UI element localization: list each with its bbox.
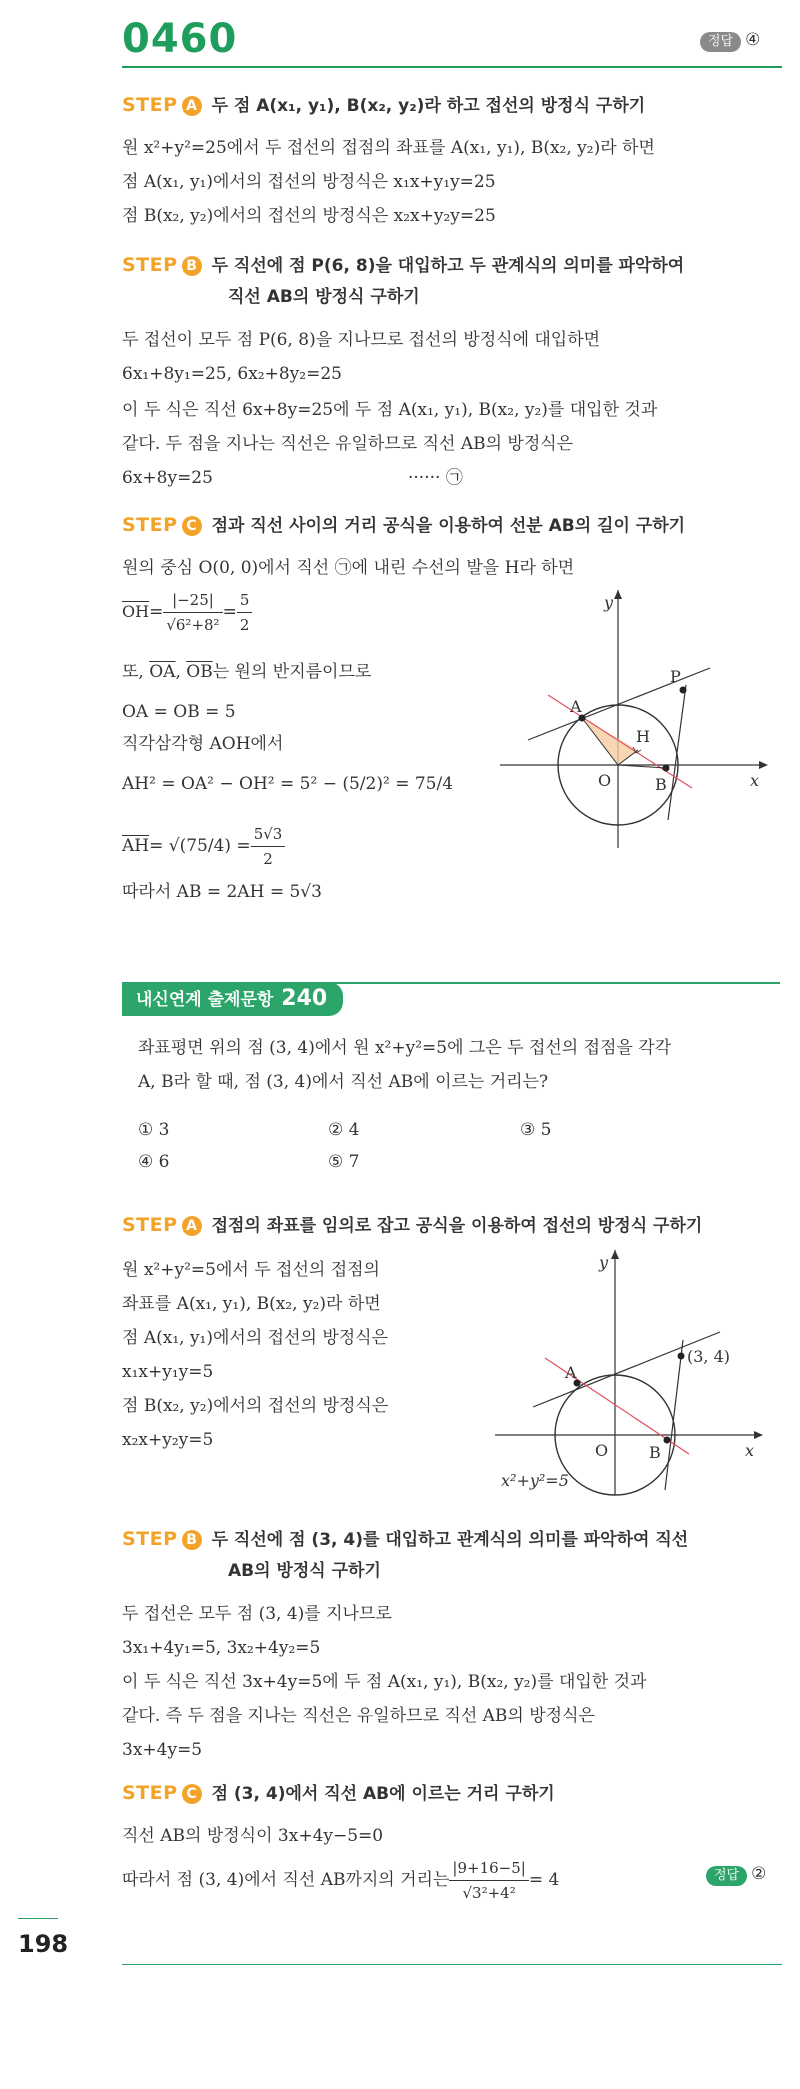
part2-step-a-line: 원 x²+y²=5에서 두 접선의 접점의 <box>122 1260 380 1280</box>
triangle-aoh <box>582 718 638 765</box>
part1-step-b-line: 두 접선이 모두 점 P(6, 8)을 지나므로 접선의 방정식에 대입하면 <box>122 330 601 350</box>
y-axis-arrow <box>611 1250 619 1259</box>
question-text: A, B라 할 때, 점 (3, 4)에서 직선 AB에 이르는 거리는? <box>138 1072 549 1092</box>
x-axis-arrow <box>759 761 768 769</box>
part2-step-b-line: 두 접선은 모두 점 (3, 4)를 지나므로 <box>122 1604 392 1624</box>
point-b-label: B <box>655 775 667 794</box>
choice-4[interactable]: ④ 6 <box>138 1152 170 1172</box>
x-axis-arrow <box>754 1431 763 1439</box>
point-a-label: A <box>570 697 582 716</box>
part1-step-c-line: OA = OB = 5 <box>122 702 236 722</box>
equation-tag: ······ ㉠ <box>408 468 463 488</box>
part2-step-a-line: 점 A(x₁, y₁)에서의 접선의 방정식은 <box>122 1328 389 1348</box>
answer-value: ② <box>751 1864 767 1884</box>
point-b <box>664 1437 671 1444</box>
footer-divider <box>122 1964 782 1965</box>
part2-step-a-line: 좌표를 A(x₁, y₁), B(x₂, y₂)라 하면 <box>122 1294 381 1314</box>
point-3-4-label: (3, 4) <box>687 1347 731 1366</box>
tangent-line-b <box>668 685 686 820</box>
part2-step-a-line: x₁x+y₁y=5 <box>122 1362 214 1382</box>
section-header <box>122 982 780 1016</box>
part2-step-b-line: 3x₁+4y₁=5, 3x₂+4y₂=5 <box>122 1638 321 1658</box>
part2-step-b-line: 이 두 식은 직선 3x+4y=5에 두 점 A(x₁, y₁), B(x₂, y₂)를 대입한 것과 <box>122 1672 647 1692</box>
tangent-diagram-1 <box>500 590 770 850</box>
choice-3[interactable]: ③ 5 <box>520 1120 552 1140</box>
origin-label: O <box>598 771 612 790</box>
y-label: y <box>604 593 614 612</box>
part2-step-b-heading-cont: AB의 방정식 구하기 <box>228 1561 381 1581</box>
part2-step-a-line: x₂x+y₂y=5 <box>122 1430 214 1450</box>
choice-5[interactable]: ⑤ 7 <box>328 1152 360 1172</box>
point-h-label: H <box>636 727 650 746</box>
choice-1[interactable]: ① 3 <box>138 1120 170 1140</box>
oh-formula: $\overline{OH}=$ $\frac{|-25|}{\text{√6²+8²}}$ = $\frac{5}{2}$ <box>122 588 252 637</box>
part1-step-b-heading-cont: 직선 AB의 방정식 구하기 <box>228 287 420 307</box>
answer-box-bottom <box>706 1864 766 1886</box>
part2-step-a-line: 점 B(x₂, y₂)에서의 접선의 방정식은 <box>122 1396 389 1416</box>
part1-step-b-heading: STEP B 두 직선에 점 P(6, 8)을 대입하고 두 관계식의 의미를 파악하여 <box>122 254 685 276</box>
part1-step-a-line: 점 A(x₁, y₁)에서의 접선의 방정식은 x₁x+y₁y=25 <box>122 172 496 192</box>
section-tab: 내신연계 출제문항 240 <box>122 982 343 1016</box>
part1-step-c-line: 원의 중심 O(0, 0)에서 직선 ㉠에 내린 수선의 발을 H라 하면 <box>122 558 575 578</box>
ah-squared-formula: AH² = OA² − OH² = 5² − (5/2)² = 75/4 <box>122 774 454 794</box>
answer-label: 정답 <box>700 32 741 52</box>
part2-step-c-heading: STEP C 점 (3, 4)에서 직선 AB에 이르는 거리 구하기 <box>122 1782 555 1804</box>
page-number: 198 <box>18 1930 69 1958</box>
point-a-label: A <box>565 1363 577 1382</box>
part1-step-a-heading: STEP A 두 점 A(x₁, y₁), B(x₂, y₂)라 하고 접선의 방정식 구하기 <box>122 94 646 116</box>
part2-step-b-line: 3x+4y=5 <box>122 1740 203 1760</box>
circle-equation-label: x²+y²=5 <box>501 1471 569 1490</box>
answer-value: ④ <box>745 30 761 50</box>
tangent-line-b <box>665 1340 683 1490</box>
part1-step-c-line: 따라서 AB = 2AH = 5√3 <box>122 882 322 902</box>
tangent-diagram-2 <box>495 1250 770 1500</box>
part1-step-b-line: 6x₁+8y₁=25, 6x₂+8y₂=25 <box>122 364 342 384</box>
point-p-label: P <box>670 667 681 686</box>
part2-step-b-line: 같다. 즉 두 점을 지나는 직선은 유일하므로 직선 AB의 방정식은 <box>122 1706 595 1726</box>
point-b <box>663 765 670 772</box>
part1-step-c-heading: STEP C 점과 직선 사이의 거리 공식을 이용하여 선분 AB의 길이 구하기 <box>122 514 686 536</box>
y-axis-arrow <box>614 590 622 599</box>
x-label: x <box>750 771 760 790</box>
problem-number: 0460 <box>122 16 238 62</box>
y-label: y <box>599 1253 609 1272</box>
part2-step-a-heading: STEP A 접점의 좌표를 임의로 잡고 공식을 이용하여 접선의 방정식 구하기 <box>122 1214 703 1236</box>
origin-label: O <box>595 1441 609 1460</box>
point-p <box>680 687 687 694</box>
part1-step-b-line: 같다. 두 점을 지나는 직선은 유일하므로 직선 AB의 방정식은 <box>122 434 574 454</box>
ah-formula: $\overline{AH}= √(75/4)$ = $\frac{5√3}{2}$ <box>122 822 285 871</box>
tangent-line-a <box>528 668 710 740</box>
x-label: x <box>745 1441 755 1460</box>
page-number-rule <box>18 1918 58 1919</box>
point-3-4 <box>678 1353 685 1360</box>
part1-step-b-line: 6x+8y=25 <box>122 468 213 488</box>
part2-step-b-heading: STEP B 두 직선에 점 (3, 4)를 대입하고 관계식의 의미를 파악하여 직선 <box>122 1528 689 1550</box>
part1-step-c-line: 또, $\overline{OA}$, $\overline{OB}$는 원의 반지름이므로 <box>122 662 372 682</box>
answer-label: 정답 <box>706 1866 747 1886</box>
distance-formula: 따라서 점 (3, 4)에서 직선 AB까지의 거리는 $\frac{|9+16-5|}{\text{√3²+4²}}$ = 4 <box>122 1856 559 1905</box>
tangent-line-a <box>533 1332 720 1407</box>
part1-step-a-line: 원 x²+y²=25에서 두 접선의 접점의 좌표를 A(x₁, y₁), B(x₂, y₂)라 하면 <box>122 138 655 158</box>
part2-step-c-line: 직선 AB의 방정식이 3x+4y−5=0 <box>122 1826 384 1846</box>
part1-step-a-line: 점 B(x₂, y₂)에서의 접선의 방정식은 x₂x+y₂y=25 <box>122 206 496 226</box>
header-divider <box>122 66 782 68</box>
part1-step-c-line: 직각삼각형 AOH에서 <box>122 734 284 754</box>
point-b-label: B <box>649 1443 661 1462</box>
choice-2[interactable]: ② 4 <box>328 1120 360 1140</box>
question-text: 좌표평면 위의 점 (3, 4)에서 원 x²+y²=5에 그은 두 접선의 접점을 각각 <box>138 1038 672 1058</box>
answer-box-top <box>700 30 760 52</box>
part1-step-b-line: 이 두 식은 직선 6x+8y=25에 두 점 A(x₁, y₁), B(x₂, y₂)를 대입한 것과 <box>122 400 658 420</box>
